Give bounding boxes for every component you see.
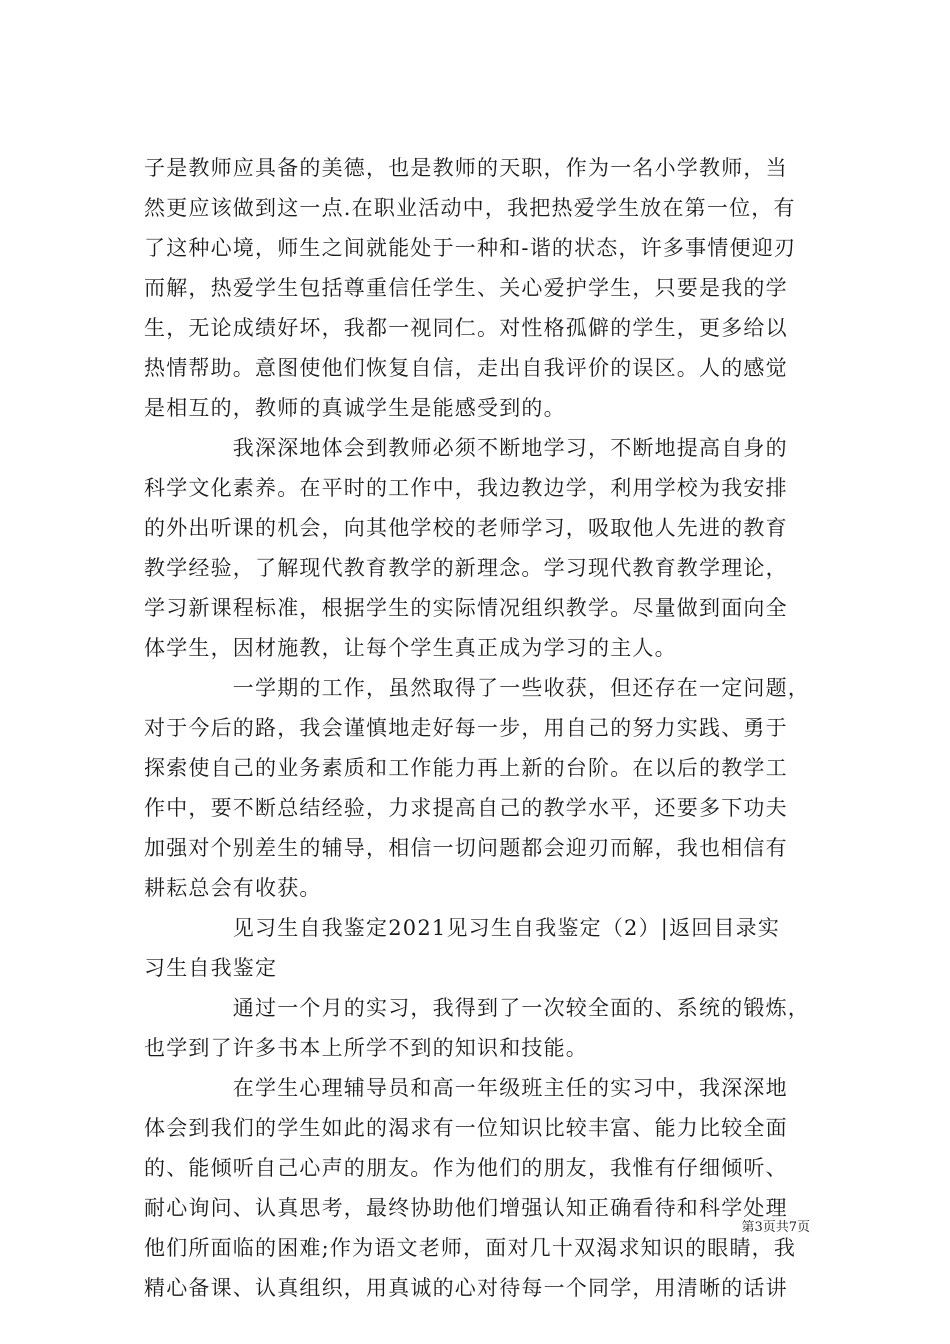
text-line: 也学到了许多书本上所学不到的知识和技能。 (144, 1036, 588, 1060)
text-line: 体学生，因材施教，让每个学生真正成为学习的主人。 (144, 636, 677, 660)
text-line: 的、能倾听自己心声的朋友。作为他们的朋友，我惟有仔细倾听、 (144, 1156, 788, 1180)
text-line: 而解，热爱学生包括尊重信任学生、关心爱护学生，只要是我的学 (144, 276, 788, 300)
text-line: 热情帮助。意图使他们恢复自信，走出自我评价的误区。人的感觉 (144, 356, 788, 380)
page-number: 第3页共7页 (741, 1220, 810, 1235)
text-line: 的外出听课的机会，向其他学校的老师学习，吸取他人先进的教育 (144, 516, 788, 540)
text-line: 我深深地体会到教师必须不断地学习，不断地提高自身的 (144, 436, 788, 460)
text-line: 是相互的，教师的真诚学生是能感受到的。 (144, 396, 566, 420)
text-line: 在学生心理辅导员和高一年级班主任的实习中，我深深地 (144, 1076, 788, 1100)
text-line: 教学经验，了解现代教育教学的新理念。学习现代教育教学理论， (144, 556, 788, 580)
text-line: 耐心询问、认真思考，最终协助他们增强认知正确看待和科学处理 (144, 1196, 788, 1220)
text-line: 对于今后的路，我会谨慎地走好每一步，用自己的努力实践、勇于 (144, 716, 788, 740)
text-line: 体会到我们的学生如此的渴求有一位知识比较丰富、能力比较全面 (144, 1116, 788, 1140)
text-line: 他们所面临的困难;作为语文老师，面对几十双渴求知识的眼睛，我 (144, 1236, 797, 1260)
text-line: 耕耘总会有收获。 (144, 876, 322, 900)
text-line: 一学期的工作，虽然取得了一些收获，但还存在一定问题， (144, 676, 810, 700)
text-line: 精心备课、认真组织，用真诚的心对待每一个同学，用清晰的话讲 (144, 1276, 788, 1300)
text-line: 生，无论成绩好坏，我都一视同仁。对性格孤僻的学生，更多给以 (144, 316, 788, 340)
text-line: 探索使自己的业务素质和工作能力再上新的台阶。在以后的教学工 (144, 756, 788, 780)
text-line: 加强对个别差生的辅导，相信一切问题都会迎刃而解，我也相信有 (144, 836, 788, 860)
text-line: 科学文化素养。在平时的工作中，我边教边学，利用学校为我安排 (144, 476, 788, 500)
text-line: 然更应该做到这一点.在职业活动中，我把热爱学生放在第一位，有 (144, 196, 796, 220)
text-line: 了这种心境，师生之间就能处于一种和-谐的状态，许多事情便迎刃 (144, 236, 797, 260)
section-heading-line: 见习生自我鉴定2021见习生自我鉴定（2）|返回目录实 (144, 916, 781, 940)
text-line: 通过一个月的实习，我得到了一次较全面的、系统的锻炼， (144, 996, 810, 1020)
section-heading-line: 习生自我鉴定 (144, 956, 278, 980)
text-line: 作中，要不断总结经验，力求提高自己的教学水平，还要多下功夫 (144, 796, 788, 820)
text-line: 学习新课程标准，根据学生的实际情况组织教学。尽量做到面向全 (144, 596, 788, 620)
text-line: 子是教师应具备的美德，也是教师的天职，作为一名小学教师，当 (144, 156, 788, 180)
